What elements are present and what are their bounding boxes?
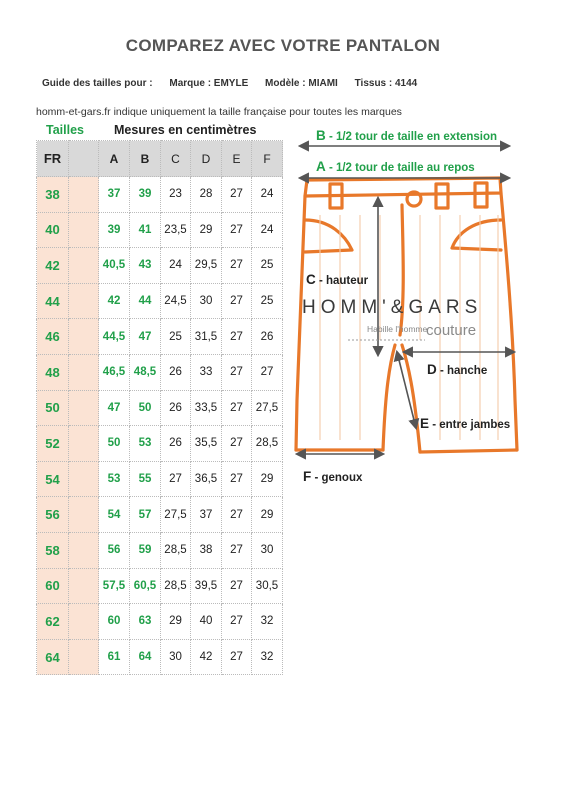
table-cell: 39,5	[191, 568, 222, 604]
table-cell: 37	[191, 497, 222, 533]
page-title: COMPAREZ AVEC VOTRE PANTALON	[125, 36, 441, 55]
table-cell: 64	[130, 639, 161, 675]
table-cell: 27	[222, 568, 252, 604]
table-cell: 27,5	[161, 497, 191, 533]
table-cell: 50	[99, 426, 130, 462]
table-cell: 32	[252, 604, 283, 640]
table-cell: 30,5	[252, 568, 283, 604]
table-cell: 39	[99, 212, 130, 248]
table-cell: 26	[161, 426, 191, 462]
table-cell: 54	[99, 497, 130, 533]
table-cell: 28,5	[252, 426, 283, 462]
table-cell: 59	[130, 532, 161, 568]
table-cell: 52	[37, 426, 69, 462]
table-cell: 28,5	[161, 532, 191, 568]
table-cell: 60	[99, 604, 130, 640]
table-cell: 25	[252, 283, 283, 319]
table-cell: 27	[222, 319, 252, 355]
table-cell: 63	[130, 604, 161, 640]
table-cell: 27	[222, 426, 252, 462]
table-cell: 50	[37, 390, 69, 426]
table-cell: 64	[37, 639, 69, 675]
table-cell: 56	[37, 497, 69, 533]
guide-fabric: Tissus : 4144	[354, 78, 418, 89]
brand-couture: couture	[426, 322, 477, 339]
table-cell: 38	[191, 532, 222, 568]
table-cell: 44	[130, 283, 161, 319]
brand-logo: HOMM'&GARS	[302, 297, 483, 318]
tailles-header: Tailles	[46, 123, 84, 137]
table-cell: 44,5	[99, 319, 130, 355]
label-f: F - genoux	[303, 469, 363, 484]
table-cell: 27	[222, 497, 252, 533]
table-cell: 29	[252, 497, 283, 533]
table-cell: 26	[161, 354, 191, 390]
table-cell: 26	[252, 319, 283, 355]
table-cell: 27	[222, 212, 252, 248]
table-cell: 42	[37, 248, 69, 284]
table-cell: 46	[37, 319, 69, 355]
label-c: C - hauteur	[306, 272, 369, 287]
table-cell: 27	[222, 248, 252, 284]
label-d: D - hanche	[427, 362, 488, 377]
table-cell: 27,5	[252, 390, 283, 426]
table-cell: 27	[222, 532, 252, 568]
table-cell: 30	[161, 639, 191, 675]
table-cell: 54	[37, 461, 69, 497]
table-cell: 27	[222, 461, 252, 497]
column-header: E	[222, 141, 252, 177]
column-header: B	[130, 141, 161, 177]
column-header: FR	[37, 141, 69, 177]
table-cell: 29	[191, 212, 222, 248]
table-cell: 24	[252, 212, 283, 248]
table-cell: 62	[37, 604, 69, 640]
table-cell: 40,5	[99, 248, 130, 284]
guide-model: Modèle : MIAMI	[265, 78, 338, 89]
table-cell: 57	[130, 497, 161, 533]
table-cell: 47	[130, 319, 161, 355]
table-cell: 27	[222, 354, 252, 390]
column-header: F	[252, 141, 283, 177]
table-cell: 48,5	[130, 354, 161, 390]
table-cell: 56	[99, 532, 130, 568]
table-cell: 24,5	[161, 283, 191, 319]
table-cell: 28,5	[161, 568, 191, 604]
table-cell: 26	[161, 390, 191, 426]
table-cell: 60	[37, 568, 69, 604]
table-cell: 27	[222, 177, 252, 213]
table-cell: 23	[161, 177, 191, 213]
table-cell: 25	[161, 319, 191, 355]
table-cell: 43	[130, 248, 161, 284]
table-cell: 37	[99, 177, 130, 213]
table-cell: 36,5	[191, 461, 222, 497]
table-cell: 39	[130, 177, 161, 213]
guide-brand: Marque : EMYLE	[169, 78, 249, 89]
table-cell: 30	[191, 283, 222, 319]
table-cell: 44	[37, 283, 69, 319]
table-cell: 53	[130, 426, 161, 462]
column-header: C	[161, 141, 191, 177]
table-cell: 46,5	[99, 354, 130, 390]
guide-label: Guide des tailles pour :	[42, 78, 153, 89]
table-cell: 35,5	[191, 426, 222, 462]
table-cell: 24	[161, 248, 191, 284]
table-cell: 24	[252, 177, 283, 213]
table-cell: 27	[252, 354, 283, 390]
table-cell: 25	[252, 248, 283, 284]
table-cell: 60,5	[130, 568, 161, 604]
table-cell: 27	[161, 461, 191, 497]
table-cell: 48	[37, 354, 69, 390]
table-cell: 31,5	[191, 319, 222, 355]
mesures-header: Mesures en centimètres	[114, 123, 257, 137]
table-cell: 40	[37, 212, 69, 248]
table-cell: 27	[222, 639, 252, 675]
table-cell: 29	[161, 604, 191, 640]
table-cell: 42	[99, 283, 130, 319]
table-cell: 29	[252, 461, 283, 497]
table-cell: 38	[37, 177, 69, 213]
table-cell: 41	[130, 212, 161, 248]
table-cell: 50	[130, 390, 161, 426]
table-cell: 27	[222, 604, 252, 640]
size-note: homm-et-gars.fr indique uniquement la taille française pour toutes les marques	[36, 106, 402, 118]
table-cell: 33	[191, 354, 222, 390]
table-cell: 47	[99, 390, 130, 426]
table-cell: 42	[191, 639, 222, 675]
table-cell: 55	[130, 461, 161, 497]
column-header: A	[99, 141, 130, 177]
table-cell: 57,5	[99, 568, 130, 604]
table-cell: 53	[99, 461, 130, 497]
table-cell: 29,5	[191, 248, 222, 284]
label-b: B - 1/2 tour de taille en extension	[316, 128, 498, 143]
brand-tagline: Habille l'homme	[367, 324, 428, 334]
table-cell: 30	[252, 532, 283, 568]
table-cell: 27	[222, 390, 252, 426]
table-cell: 40	[191, 604, 222, 640]
label-a: A - 1/2 tour de taille au repos	[316, 159, 475, 174]
table-cell: 23,5	[161, 212, 191, 248]
table-cell: 28	[191, 177, 222, 213]
label-e: E - entre jambes	[420, 416, 511, 431]
table-cell: 32	[252, 639, 283, 675]
table-cell: 58	[37, 532, 69, 568]
table-cell: 33,5	[191, 390, 222, 426]
table-cell: 27	[222, 283, 252, 319]
column-header: D	[191, 141, 222, 177]
table-cell: 61	[99, 639, 130, 675]
